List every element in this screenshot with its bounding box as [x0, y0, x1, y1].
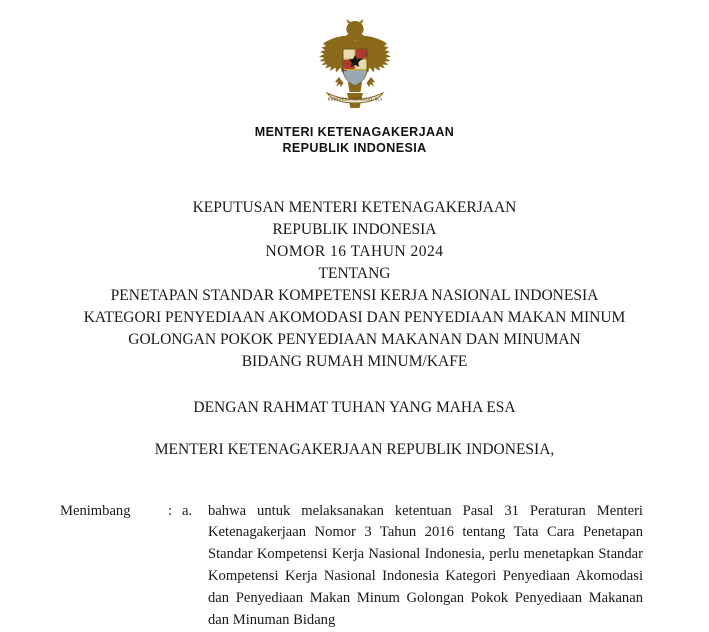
- considering-item-paragraph: bahwa untuk melaksanakan ketentuan Pasal 31 Peraturan Menteri Ketenagakerjaan Nomor 3 Tahun 2016 tentang Tata Cara Penetapan Standar Kompetensi Kerja Nasional Indonesia, perlu menetapkan Standar Kompetensi Kerja Nasional Indonesia Kategori Penyediaan Akomodasi dan Penyediaan Makan Minum Golongan Pokok Penyediaan Makanan dan Minuman Bidang: [208, 502, 643, 628]
- considering-label: Menimbang: [60, 502, 131, 519]
- considering-item-enum: a.: [182, 502, 193, 519]
- svg-text:BHINNEKA TUNGGAL IKA: BHINNEKA TUNGGAL IKA: [327, 96, 382, 102]
- garuda-pancasila-emblem: [301, 18, 409, 118]
- title-number-line: NOMOR 16 TAHUN 2024: [265, 242, 444, 260]
- title-line-2: REPUBLIK INDONESIA: [272, 220, 437, 238]
- considering-clause: [60, 501, 649, 632]
- title-line-1: KEPUTUSAN MENTERI KETENAGAKERJAAN: [192, 198, 517, 216]
- title-line-5: PENETAPAN STANDAR KOMPETENSI KERJA NASIONAL INDONESIA: [110, 286, 599, 304]
- emblem-container: [60, 0, 649, 118]
- title-line-6: KATEGORI PENYEDIAAN AKOMODASI DAN PENYEDIAAN MAKAN MINUM: [83, 308, 626, 326]
- ministry-line-2: REPUBLIK INDONESIA: [282, 141, 427, 156]
- ministry-header: [60, 124, 649, 157]
- considering-colon: :: [168, 502, 173, 519]
- title-line-8: BIDANG RUMAH MINUM/KAFE: [241, 352, 468, 370]
- issuer-line: MENTERI KETENAGAKERJAAN REPUBLIK INDONESIA,: [154, 440, 555, 458]
- blessing-line: DENGAN RAHMAT TUHAN YANG MAHA ESA: [193, 398, 516, 416]
- considering-item-text: [208, 501, 649, 632]
- document-title-block: [60, 197, 649, 373]
- title-about-label: TENTANG: [318, 264, 391, 282]
- ministry-line-1: MENTERI KETENAGAKERJAAN: [254, 125, 455, 139]
- title-line-7: GOLONGAN POKOK PENYEDIAAN MAKANAN DAN MINUMAN: [128, 330, 581, 348]
